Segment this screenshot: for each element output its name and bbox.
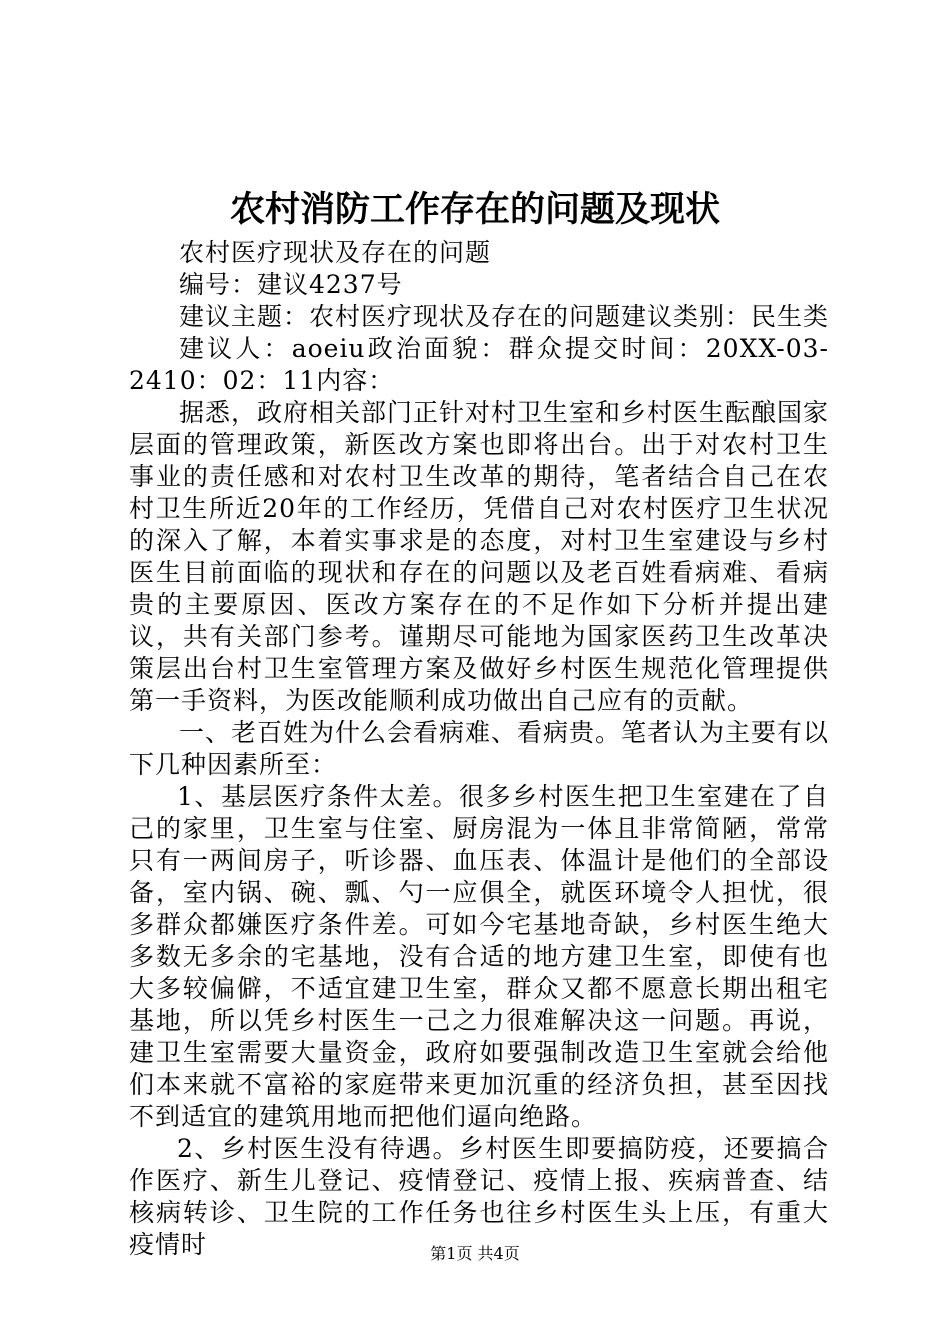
document-body [129,237,829,1261]
subtitle-paragraph: 农村医疗现状及存在的问题 [179,238,492,267]
body-paragraph: 据悉，政府相关部门正针对村卫生室和乡村医生酝酿国家层面的管理政策，新医改方案也即将出台。出于对农村卫生事业的责任感和对农村卫生改革的期待，笔者结合自己在农村卫生所近20年的工作经历，凭借自己对农村医疗卫生状况的深入了解，本着实事求是的态度，对村卫生室建设与乡村医生目前面临的现状和存在的问题以及老百姓看病难、看病贵的主要原因、医改方案存在的不足作如下分析并提出建议，共有关部门参考。谨期尽可能地为国家医药卫生改革决策层出台村卫生室管理方案及做好乡村医生规范化管理提供第一手资料，为医改能顺利成功做出自己应有的贡献。 [129,398,830,715]
body-paragraph: 2、乡村医生没有待遇。乡村医生即要搞防疫，还要搞合作医疗、新生儿登记、疫情登记、疫情上报、疾病普查、结核病转诊、卫生院的工作任务也往乡村医生头上压，有重大疫情时 [129,1134,829,1259]
document-title: 农村消防工作存在的问题及现状 [229,189,720,230]
proposer-paragraph: 建议人：aoeiu政治面貌：群众提交时间：20XX-03-2410：02：11内容： [129,334,829,395]
page-number-footer: 第1页 共4页 [430,1244,520,1263]
number-paragraph: 编号：建议4237号 [179,270,403,299]
section-heading-paragraph: 一、老百姓为什么会看病难、看病贵。笔者认为主要有以下几种因素所至： [129,718,830,779]
body-paragraph: 1、基层医疗条件太差。很多乡村医生把卫生室建在了自己的家里，卫生室与住室、厨房混为一体且非常简陋，常常只有一两间房子，听诊器、血压表、体温计是他们的全部设备，室内锅、碗、瓢、勺一应俱全，就医环境令人担忧，很多群众都嫌医疗条件差。可如今宅基地奇缺，乡村医生绝大多数无多余的宅基地，没有合适的地方建卫生室，即使有也大多较偏僻，不适宜建卫生室，群众又都不愿意长期出租宅基地，所以凭乡村医生一己之力很难解决这一问题。再说，建卫生室需要大量资金，政府如要强制改造卫生室就会给他们本来就不富裕的家庭带来更加沉重的经济负担，甚至因找不到适宜的建筑用地而把他们逼向绝路。 [129,782,829,1131]
topic-paragraph: 建议主题：农村医疗现状及存在的问题建议类别：民生类 [179,302,830,331]
